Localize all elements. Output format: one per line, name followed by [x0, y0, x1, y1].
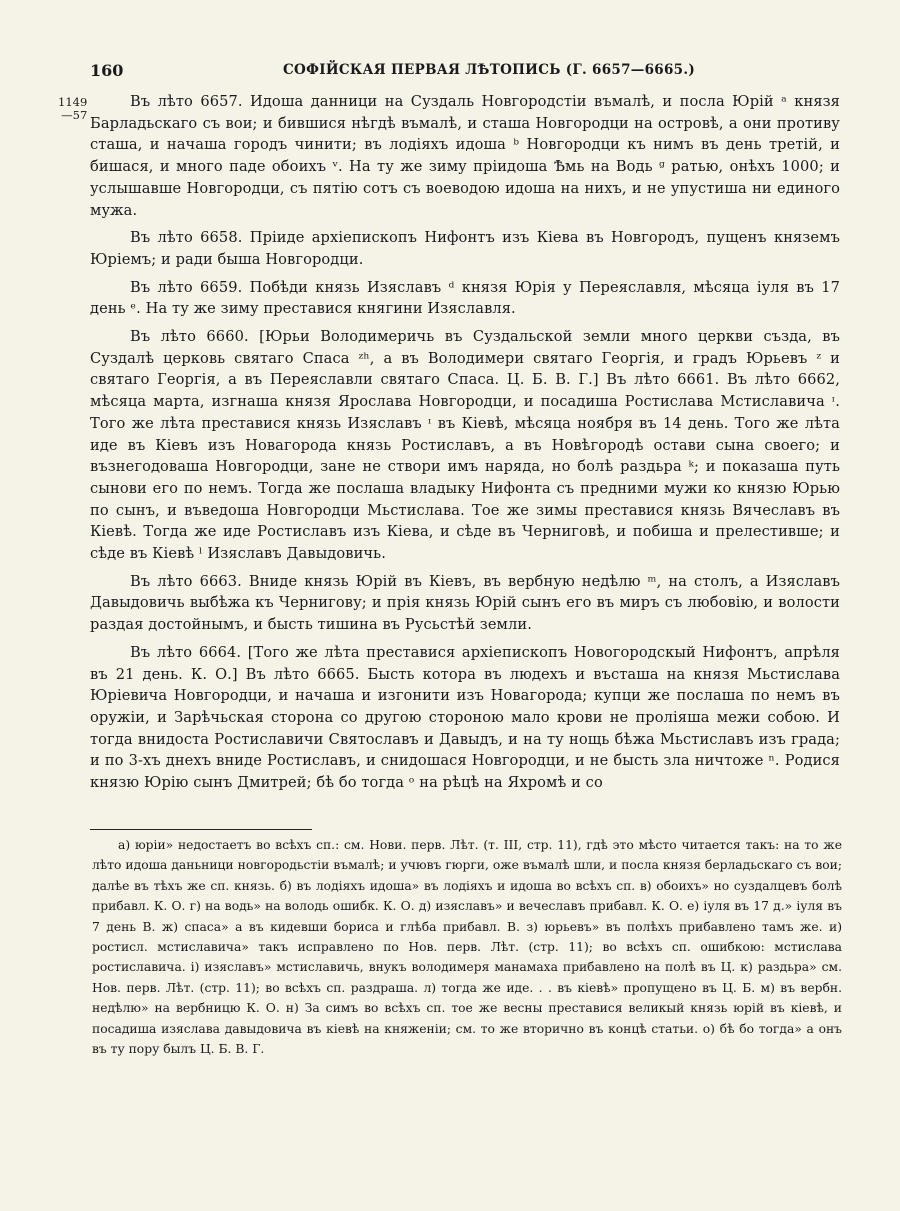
margin-year-note — [58, 96, 87, 122]
entry-6658: Въ лѣто 6658. Пріиде архіепископъ Нифонтъ изъ Кіева въ Новгородъ, пущенъ княземъ Юріемъ; и ради быша Новгородци. — [90, 229, 840, 268]
footnote-divider — [90, 829, 312, 830]
margin-year-bottom: —57 — [61, 108, 88, 122]
entry-6663: Въ лѣто 6663. Вниде князь Юрій въ Кіевъ, въ вербную недѣлю ᵐ, на столъ, а Изяславъ Давыдовичь выбѣжа къ Чернигову; и прія князь Юрій сынъ его въ миръ съ любовію, и волости раздая достойнымъ, и бысть тишина въ Русьстѣй земли. — [90, 572, 840, 634]
footnotes — [92, 835, 842, 1059]
margin-year-top: 1149 — [58, 95, 88, 109]
chronicle-text — [90, 91, 840, 800]
entry-6659: Въ лѣто 6659. Побѣди князь Изяславъ ᵈ князя Юрія у Переяславля, мѣсяца іуля въ 17 день ᵉ. На ту же зиму преставися княгини Изяславля. — [90, 278, 840, 318]
page-number: 160 — [90, 61, 124, 80]
entry-6660-6662: Въ лѣто 6660. [Юрьи Володимеричь въ Суздальской земли много церкви създа, въ Суздалѣ церковь святаго Спаса ᶻʰ, а въ Володимери святаго Георгія, и градъ Юрьевъ ᶻ и святаго Георгія, а въ Переяславли святаго Спаса. Ц. Б. В. Г.] Въ лѣто 6661. Въ лѣто 6662, мѣсяца марта, изгнаша князя Ярослава Новгородци, и посадиша Ростислава Мстиславича ᶦ. Того же лѣта преставися князь Изяславъ ᶦ въ Кіевѣ, мѣсяца ноября въ 14 день. Того же лѣта иде въ Кіевъ изъ Новагорода князь Ростиславъ, а въ Новѣгородѣ остави сына своего; и възнегодоваша Новгородци, зане не створи имъ наряда, но болѣ раздьра ᵏ; и показаша путь сынови его по немъ. Тогда же послаша владыку Нифонта съ предними мужи ко князю Юрью по сынъ, и въведоша Новгородци Мьстислава. Тое же зимы преставися князь Вячеславъ въ Кіевѣ. Тогда же иде Ростиславъ изъ Кіева, и сѣде въ Черниговѣ, и побиша и прелестивше; и сѣде въ Кіевѣ ˡ Изяславъ Давыдовичь. — [90, 328, 840, 563]
footnote-text: а) юріи» недостаетъ во всѣхъ сп.: см. Нови. перв. Лѣт. (т. III, стр. 11), гдѣ это мѣсто читается такъ: на то же лѣто идоша даньници новгородьстіи въмалѣ; и учювъ гюрги, оже въмалѣ шли, и посла князя берладьскаго съ вои; далѣе въ тѣхъ же сп. князь. б) въ лодіяхъ идоша» въ лодіяхъ и идоша во всѣхъ сп. в) обоихъ» но суздалцевъ болѣ прибавл. К. О. г) на водь» на володь ошибк. К. О. д) изяславъ» и вечеславъ прибавл. К. О. е) іуля въ 17 д.» іуля въ 7 день В. ж) спаса» а въ кидевши бориса и глѣба прибавл. В. з) юрьевъ» въ полѣхъ прибавлено тамъ же. и) ростисл. мстиславича» такъ исправлено по Нов. перв. Лѣт. (стр. 11); во всѣхъ сп. ошибкою: мстислава ростиславича. і) изяславъ» мстиславичь, внукъ володимеря манамаха прибавлено на полѣ въ Ц. к) раздьра» см. Нов. перв. Лѣт. (стр. 11); во всѣхъ сп. раздраша. л) тогда же иде. . . въ кіевѣ» пропущено въ Ц. Б. м) въ вербн. недѣлю» на вербницю К. О. н) За симъ во всѣхъ сп. тое же весны преставися великый князь юрій въ кіевѣ, и посадиша изяслава давыдовича въ кіевѣ на княженіи; см. то же вторично въ концѣ статьи. о) бѣ бо тогда» а онъ въ ту пору былъ Ц. Б. В. Г. — [92, 838, 842, 1057]
entry-6657: Въ лѣто 6657. Идоша данници на Суздаль Новгородстіи въмалѣ, и посла Юрій ᵃ князя Барладьскаго съ вои; и бившися нѣгдѣ въмалѣ, и сташа Новгородци на островѣ, а они противу сташа, и начаша городъ чинити; въ лодіяхъ идоша ᵇ Новгородци къ нимъ въ день третій, и бишася, и много паде обоихъ ᵛ. На ту же зиму пріидоша Ѣмь на Водь ᵍ ратью, онѣхъ 1000; и услышавше Новгородци, съ пятію сотъ съ воеводою идоша на нихъ, и не упустиша ни единого мужа. — [90, 93, 840, 219]
running-head: СОФІЙСКАЯ ПЕРВАЯ ЛѢТОПИСЬ (Г. 6657—6665.) — [283, 62, 696, 78]
entry-6664-6665: Въ лѣто 6664. [Того же лѣта преставися архіепископъ Новогородскый Нифонтъ, апрѣля въ 21 день. К. О.] Въ лѣто 6665. Бысть котора въ людехъ и въсташа на князя Мьстислава Юріевича Новгородци, и начаша и изгонити изъ Новагорода; купци же послаша по немъ въ оружіи, и Зарѣчьская сторона со другою стороною мало крови не проліяша межи собою. И тогда внидоста Ростиславичи Святославъ и Давыдъ, и на ту нощь бѣжа Мьстиславъ изъ града; и по 3-хъ днехъ вниде Ростиславъ, и снидошася Новгородци, и не бысть зла ничтоже ⁿ. Родися князю Юрію сынъ Дмитрей; бѣ бо тогда ᵒ на рѣцѣ на Яхромѣ и со — [90, 643, 840, 792]
